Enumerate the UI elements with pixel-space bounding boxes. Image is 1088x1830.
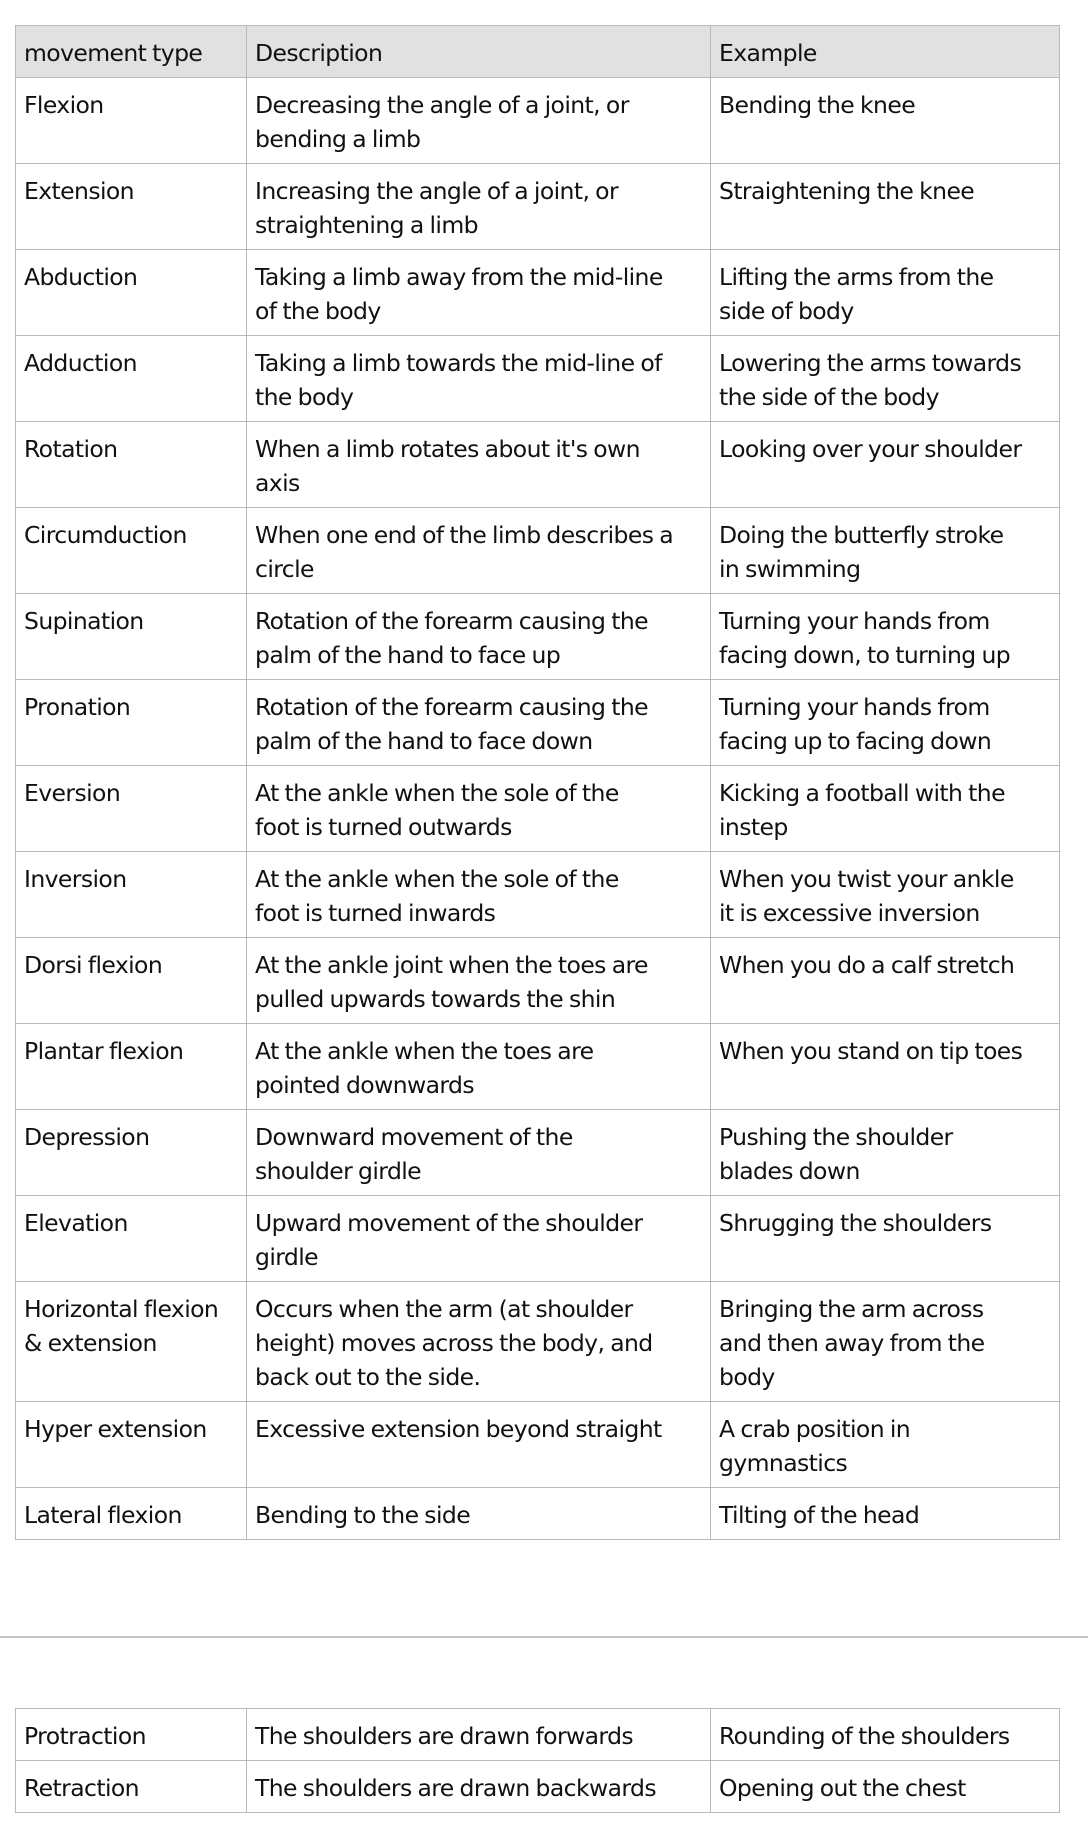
movement-types-table	[15, 25, 1060, 1540]
description-cell: Upward movement of the shoulder girdle	[247, 1196, 711, 1282]
description-cell: Excessive extension beyond straight	[247, 1402, 711, 1488]
example-cell: When you stand on tip toes	[711, 1024, 1060, 1110]
example-cell: Doing the butterfly stroke in swimming	[711, 508, 1060, 594]
table-row	[16, 1402, 1060, 1488]
movement-type-cell: Lateral flexion	[16, 1488, 247, 1540]
example-cell: Shrugging the shoulders	[711, 1196, 1060, 1282]
table-row	[16, 766, 1060, 852]
table-body	[16, 1709, 1060, 1813]
table-row	[16, 594, 1060, 680]
movement-type-cell: Horizontal flexion & extension	[16, 1282, 247, 1402]
example-cell: Opening out the chest	[711, 1761, 1060, 1813]
movement-type-cell: Rotation	[16, 422, 247, 508]
table-row	[16, 164, 1060, 250]
description-cell: Bending to the side	[247, 1488, 711, 1540]
table-row	[16, 938, 1060, 1024]
description-cell: The shoulders are drawn backwards	[247, 1761, 711, 1813]
table-row	[16, 1488, 1060, 1540]
movement-type-cell: Eversion	[16, 766, 247, 852]
movement-type-cell: Supination	[16, 594, 247, 680]
description-cell: Rotation of the forearm causing the palm of the hand to face up	[247, 594, 711, 680]
table-row	[16, 422, 1060, 508]
example-cell: Looking over your shoulder	[711, 422, 1060, 508]
movement-type-cell: Abduction	[16, 250, 247, 336]
movement-type-cell: Flexion	[16, 78, 247, 164]
description-cell: Occurs when the arm (at shoulder height) moves across the body, and back out to the side.	[247, 1282, 711, 1402]
movement-type-cell: Plantar flexion	[16, 1024, 247, 1110]
example-cell: Kicking a football with the instep	[711, 766, 1060, 852]
header-row	[16, 26, 1060, 78]
table-row	[16, 1761, 1060, 1813]
movement-type-cell: Elevation	[16, 1196, 247, 1282]
description-cell: At the ankle joint when the toes are pulled upwards towards the shin	[247, 938, 711, 1024]
movement-type-cell: Pronation	[16, 680, 247, 766]
movement-type-cell: Adduction	[16, 336, 247, 422]
description-cell: When a limb rotates about it's own axis	[247, 422, 711, 508]
movement-type-cell: Protraction	[16, 1709, 247, 1761]
table-row	[16, 852, 1060, 938]
description-cell: Downward movement of the shoulder girdle	[247, 1110, 711, 1196]
table-row	[16, 1024, 1060, 1110]
table-row	[16, 1282, 1060, 1402]
header-description: Description	[247, 26, 711, 78]
description-cell: Taking a limb towards the mid-line of the body	[247, 336, 711, 422]
table-row	[16, 1196, 1060, 1282]
example-cell: Lowering the arms towards the side of the body	[711, 336, 1060, 422]
description-cell: Rotation of the forearm causing the palm of the hand to face down	[247, 680, 711, 766]
example-cell: Bending the knee	[711, 78, 1060, 164]
header-movement-type: movement type	[16, 26, 247, 78]
example-cell: When you twist your ankle it is excessive inversion	[711, 852, 1060, 938]
example-cell: Tilting of the head	[711, 1488, 1060, 1540]
movement-type-cell: Hyper extension	[16, 1402, 247, 1488]
movement-type-cell: Dorsi flexion	[16, 938, 247, 1024]
description-cell: When one end of the limb describes a circle	[247, 508, 711, 594]
table-body	[16, 78, 1060, 1540]
movement-type-cell: Circumduction	[16, 508, 247, 594]
description-cell: At the ankle when the toes are pointed downwards	[247, 1024, 711, 1110]
description-cell: At the ankle when the sole of the foot is turned inwards	[247, 852, 711, 938]
table-row	[16, 250, 1060, 336]
movement-type-cell: Retraction	[16, 1761, 247, 1813]
table-row	[16, 680, 1060, 766]
movement-type-cell: Depression	[16, 1110, 247, 1196]
table-row	[16, 1110, 1060, 1196]
table-row	[16, 78, 1060, 164]
description-cell: Decreasing the angle of a joint, or bending a limb	[247, 78, 711, 164]
description-cell: Increasing the angle of a joint, or straightening a limb	[247, 164, 711, 250]
table-row	[16, 336, 1060, 422]
description-cell: The shoulders are drawn forwards	[247, 1709, 711, 1761]
movement-type-cell: Extension	[16, 164, 247, 250]
header-example: Example	[711, 26, 1060, 78]
description-cell: Taking a limb away from the mid-line of the body	[247, 250, 711, 336]
movement-types-table-continued	[15, 1708, 1060, 1813]
example-cell: Bringing the arm across and then away from the body	[711, 1282, 1060, 1402]
example-cell: A crab position in gymnastics	[711, 1402, 1060, 1488]
page-break-divider	[0, 1636, 1088, 1638]
example-cell: Turning your hands from facing up to facing down	[711, 680, 1060, 766]
example-cell: Pushing the shoulder blades down	[711, 1110, 1060, 1196]
movement-type-cell: Inversion	[16, 852, 247, 938]
example-cell: Rounding of the shoulders	[711, 1709, 1060, 1761]
example-cell: Straightening the knee	[711, 164, 1060, 250]
table-row	[16, 508, 1060, 594]
example-cell: Turning your hands from facing down, to turning up	[711, 594, 1060, 680]
example-cell: When you do a calf stretch	[711, 938, 1060, 1024]
table-row	[16, 1709, 1060, 1761]
description-cell: At the ankle when the sole of the foot is turned outwards	[247, 766, 711, 852]
example-cell: Lifting the arms from the side of body	[711, 250, 1060, 336]
table-header	[16, 26, 1060, 78]
